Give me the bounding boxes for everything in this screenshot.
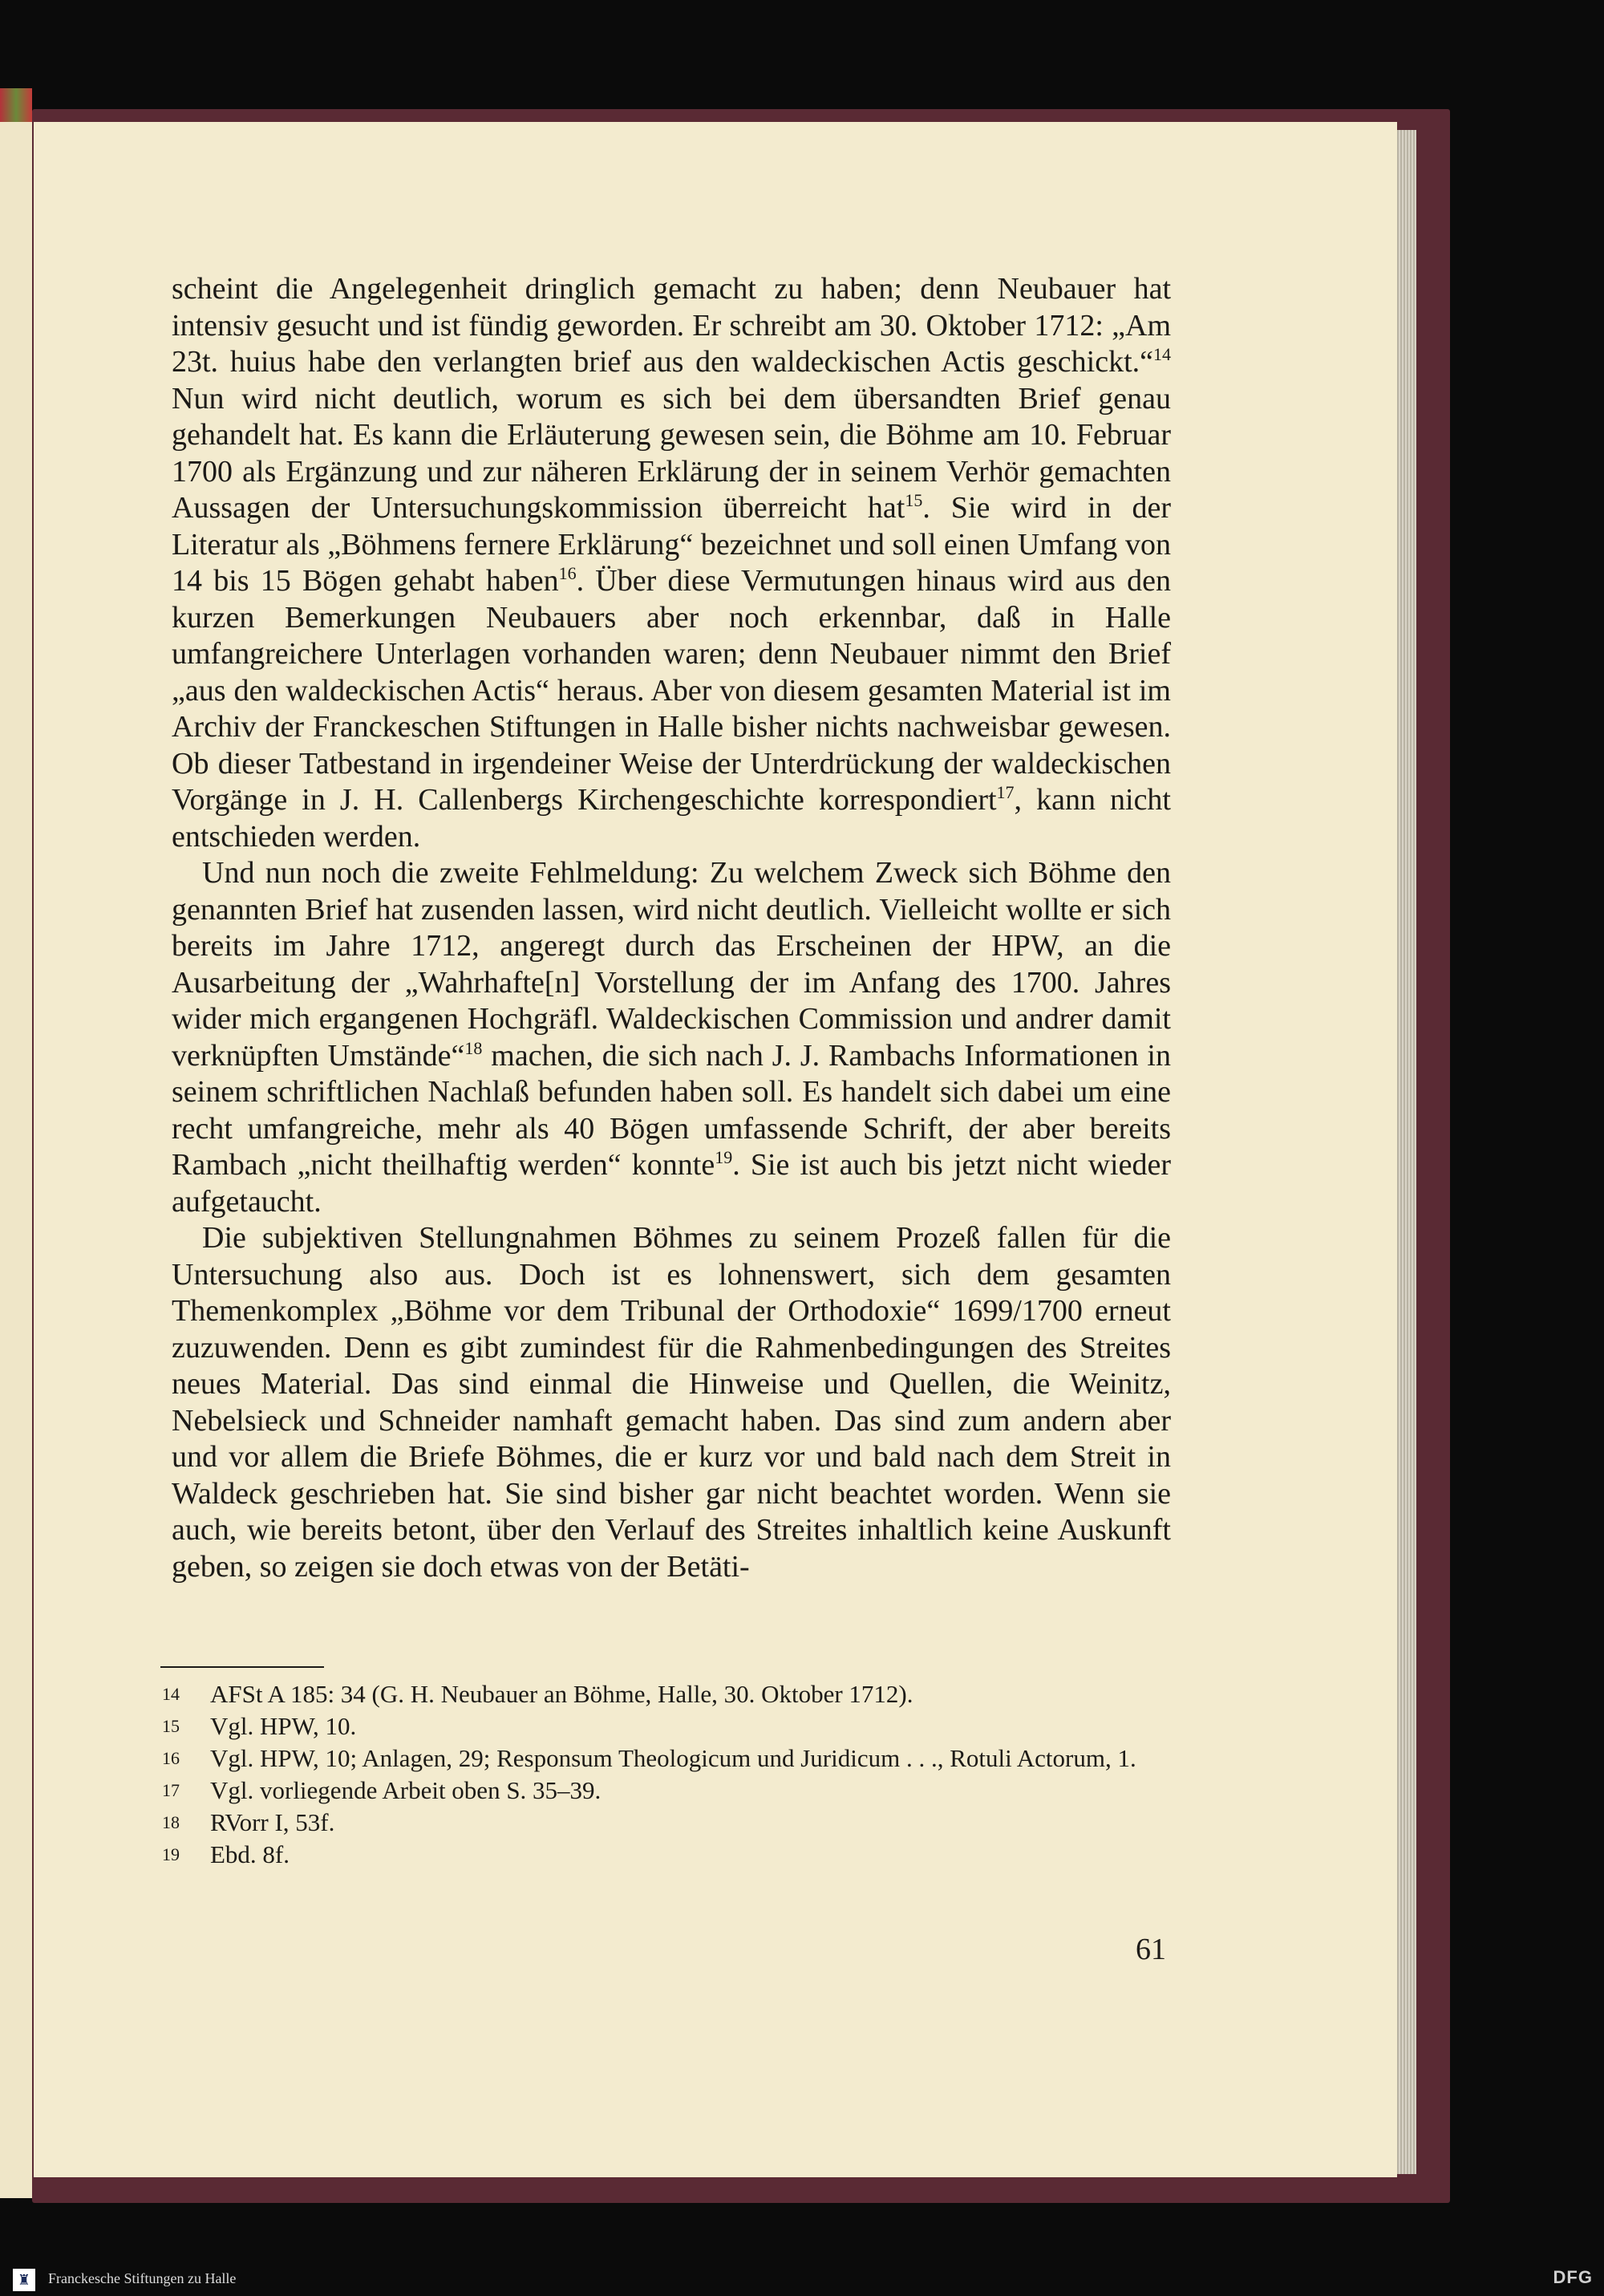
footnote — [160, 1807, 1171, 1839]
dfg-logo: DFG — [1553, 2267, 1593, 2287]
footnote-number: 17 — [162, 1780, 180, 1800]
footnote — [160, 1775, 1171, 1807]
footnote — [160, 1839, 1171, 1871]
footnote-number: 14 — [162, 1684, 180, 1704]
footnote-reference: 16 — [558, 563, 577, 583]
body-paragraph — [172, 855, 1171, 1220]
footnote-number: 19 — [162, 1844, 180, 1864]
footnote-text: Vgl. HPW, 10. — [210, 1712, 357, 1740]
footnote-reference: 17 — [996, 782, 1015, 802]
text-run: Und nun noch die zweite Fehlmeldung: Zu welchem Zweck sich Böhme den genannten Brief hat zusenden lassen, wird nicht deutlich. Vielleicht wollte er sich bereits im Jahre 1712, angeregt durch das Erscheinen der HPW, an die Ausarbeitung der „Wahrhafte[n] Vorstellung der im Anfang des 1700. Jahres wider mich ergangenen Hochgräfl. Waldeckischen Commission und andrer damit verknüpften Umstände“ — [172, 856, 1171, 1073]
text-run: . Sie ist auch bis jetzt nicht wieder aufgetaucht. — [172, 1148, 1171, 1219]
footnote — [160, 1710, 1171, 1742]
footnote-reference: 14 — [1153, 344, 1171, 364]
footnote-number: 18 — [162, 1812, 180, 1832]
footnote-number: 16 — [162, 1748, 180, 1768]
text-run: . Über diese Vermutungen hinaus wird aus den kurzen Bemerkungen Neubauers aber noch erkennbar, daß in Halle umfangreichere Unterlagen vorhanden waren; denn Neubauer nimmt den Brief „aus den waldeckischen Actis“ heraus. Aber von diesem gesamten Material ist im Archiv der Franckeschen Stiftungen in Halle bisher nichts nachweisbar gewesen. Ob dieser Tatbestand in irgendeiner Weise der Unterdrückung der waldeckischen Vorgänge in J. H. Callenbergs Kirchengeschichte korrespondiert — [172, 564, 1171, 817]
facing-page-edge — [0, 112, 34, 2198]
footnote — [160, 1742, 1171, 1775]
text-run: Die subjektiven Stellungnahmen Böhmes zu seinem Prozeß fallen für die Untersuchung also aus. Doch ist es lohnenswert, sich dem gesamten Themenkomplex „Böhme vor dem Tribunal der Orthodoxie“ 1699/1700 erneut zuzuwenden. Denn es gibt zumindest für die Rahmenbedingungen des Streites neues Material. Das sind einmal die Hinweise und Quellen, die Weinitz, Nebelsieck und Schneider namhaft gemacht haben. Das sind zum andern aber und vor allem die Briefe Böhmes, die er kurz vor und bald nach dem Streit in Waldeck geschrieben hat. Sie sind bisher gar nicht beachtet worden. Wenn sie auch, wie bereits betont, über den Verlauf des Streites inhaltlich keine Auskunft geben, so zeigen sie doch etwas von der Betäti- — [172, 1221, 1171, 1584]
viewer-footer-bar — [0, 2264, 1604, 2296]
footnote-text: Ebd. 8f. — [210, 1840, 290, 1868]
footnotes — [160, 1678, 1171, 1871]
footnote-text: Vgl. HPW, 10; Anlagen, 29; Responsum Theologicum und Juridicum . . ., Rotuli Actorum, 1. — [210, 1744, 1136, 1772]
footnote-text: RVorr I, 53f. — [210, 1808, 335, 1836]
footnote-text: Vgl. vorliegende Arbeit oben S. 35–39. — [210, 1776, 602, 1804]
text-run: . Sie wird in der Literatur als „Böhmens fernere Erklärung“ bezeichnet und soll einen Umfang von 14 bis 15 Bögen gehabt haben — [172, 491, 1171, 598]
body-paragraph — [172, 1220, 1171, 1585]
text-run: Nun wird nicht deutlich, worum es sich bei dem übersandten Brief genau gehandelt hat. Es kann die Erläuterung gewesen sein, die Böhme am 10. Februar 1700 als Ergänzung und zur näheren Erklärung der in seinem Verhör gemachten Aussagen der Untersuchungskommission überreicht hat — [172, 381, 1171, 525]
footnote-separator — [160, 1666, 324, 1668]
bookmark-ribbon — [0, 88, 32, 122]
footnote-reference: 19 — [715, 1147, 733, 1167]
footnote-number: 15 — [162, 1716, 180, 1736]
page-number: 61 — [1136, 1933, 1166, 1966]
body-paragraph — [172, 271, 1171, 855]
text-run: scheint die Angelegenheit dringlich gemacht zu haben; denn Neubauer hat intensiv gesucht und ist fündig geworden. Er schreibt am 30. Oktober 1712: „Am 23t. huius habe den verlangten brief aus den waldeckischen Actis geschickt.“ — [172, 272, 1171, 379]
footnote-reference: 15 — [905, 490, 923, 510]
footnote-text: AFSt A 185: 34 (G. H. Neubauer an Böhme, Halle, 30. Oktober 1712). — [210, 1680, 913, 1708]
footer-institution: Franckesche Stiftungen zu Halle — [48, 2270, 237, 2286]
franckesche-stiftungen-logo-icon: ♜ — [13, 2269, 35, 2291]
footnote — [160, 1678, 1171, 1710]
main-text — [172, 271, 1171, 1585]
text-run: , kann nicht entschieden werden. — [172, 783, 1171, 854]
text-run: machen, die sich nach J. J. Rambachs Informationen in seinem schriftlichen Nachlaß befunden haben soll. Es handelt sich dabei um eine recht umfangreiche, mehr als 40 Bögen umfassende Schrift, der aber bereits Rambach „nicht theilhaftig werden“ konnte — [172, 1038, 1171, 1182]
footnote-reference: 18 — [464, 1037, 483, 1058]
